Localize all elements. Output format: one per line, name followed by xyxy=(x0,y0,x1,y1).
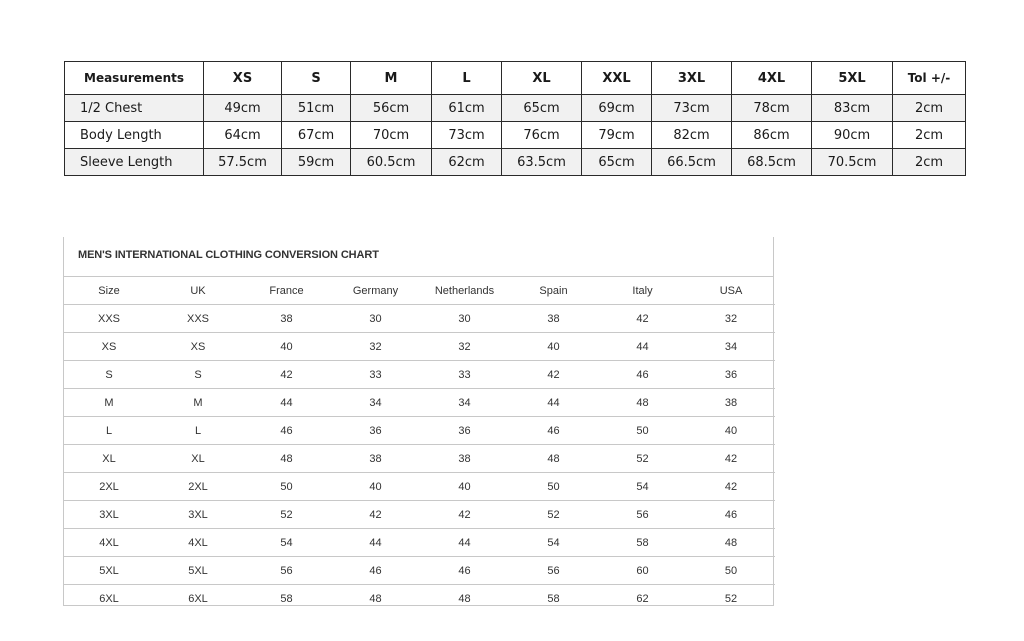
table-cell: 6XL xyxy=(99,592,119,605)
table-cell: 70cm xyxy=(351,122,432,149)
table-cell: S xyxy=(154,361,242,389)
table-cell: 79cm xyxy=(582,122,652,149)
table-cell: 50 xyxy=(242,473,331,501)
table-cell: 60 xyxy=(598,557,687,585)
table-row xyxy=(64,305,775,333)
conversion-chart-title: MEN'S INTERNATIONAL CLOTHING CONVERSION CHART xyxy=(64,237,773,277)
table-cell: 56cm xyxy=(351,95,432,122)
table-cell: 2XL xyxy=(64,473,154,501)
table-cell: 52 xyxy=(242,501,331,529)
table-cell: 76cm xyxy=(502,122,582,149)
header-cell-measurements: Measurements xyxy=(65,62,204,95)
table-cell: 40 xyxy=(420,473,509,501)
table-cell: 48 xyxy=(369,592,382,605)
header-cell-italy: Italy xyxy=(598,277,687,305)
table-cell: 51cm xyxy=(282,95,351,122)
table-cell: 73cm xyxy=(652,95,732,122)
table-cell: 54 xyxy=(509,529,598,557)
measurements-body xyxy=(65,95,966,176)
table-cell: 90cm xyxy=(812,122,893,149)
table-cell: 52 xyxy=(598,445,687,473)
header-cell-size: 4XL xyxy=(732,62,812,95)
table-cell: 62 xyxy=(636,592,649,605)
header-cell-tolerance: Tol +/- xyxy=(893,62,966,95)
table-cell: 40 xyxy=(687,417,775,445)
table-cell: 2XL xyxy=(154,473,242,501)
table-cell: 69cm xyxy=(582,95,652,122)
table-cell: 32 xyxy=(687,305,775,333)
header-cell-size: 3XL xyxy=(652,62,732,95)
header-cell-france: France xyxy=(242,277,331,305)
table-cell: 50 xyxy=(509,473,598,501)
table-cell: XS xyxy=(64,333,154,361)
header-cell-usa: USA xyxy=(687,277,775,305)
table-cell: 83cm xyxy=(812,95,893,122)
header-cell-size: XL xyxy=(502,62,582,95)
table-cell: 54 xyxy=(598,473,687,501)
header-cell-size: Size xyxy=(64,277,154,305)
table-cell: L xyxy=(64,417,154,445)
table-row xyxy=(65,149,966,176)
table-cell: 34 xyxy=(331,389,420,417)
table-cell: 42 xyxy=(598,305,687,333)
conversion-body xyxy=(64,305,775,613)
measurements-header xyxy=(65,62,966,95)
table-cell: 44 xyxy=(420,529,509,557)
conversion-chart xyxy=(63,237,774,606)
table-cell: 42 xyxy=(687,473,775,501)
header-cell-size: 5XL xyxy=(812,62,893,95)
table-cell: 36 xyxy=(331,417,420,445)
table-cell: 82cm xyxy=(652,122,732,149)
table-cell: M xyxy=(154,389,242,417)
table-cell: 48 xyxy=(598,389,687,417)
header-cell-uk: UK xyxy=(154,277,242,305)
table-cell: 38 xyxy=(509,305,598,333)
table-row xyxy=(64,445,775,473)
table-row xyxy=(65,95,966,122)
table-cell: 58 xyxy=(280,592,293,605)
table-cell: 86cm xyxy=(732,122,812,149)
table-cell: 42 xyxy=(331,501,420,529)
table-cell: 50 xyxy=(598,417,687,445)
table-cell: 30 xyxy=(420,305,509,333)
table-cell: 46 xyxy=(242,417,331,445)
header-cell-spain: Spain xyxy=(509,277,598,305)
table-cell: 73cm xyxy=(432,122,502,149)
table-cell: 42 xyxy=(509,361,598,389)
table-cell: 49cm xyxy=(204,95,282,122)
table-cell: 5XL xyxy=(64,557,154,585)
table-cell: 5XL xyxy=(154,557,242,585)
table-cell: 65cm xyxy=(582,149,652,176)
table-cell: 59cm xyxy=(282,149,351,176)
table-cell: 48 xyxy=(509,445,598,473)
table-row xyxy=(64,557,775,585)
table-cell: XXS xyxy=(154,305,242,333)
table-cell: 42 xyxy=(687,445,775,473)
table-cell: 52 xyxy=(724,592,738,605)
table-row xyxy=(64,585,775,613)
table-cell: 38 xyxy=(420,445,509,473)
header-cell-netherlands: Netherlands xyxy=(420,277,509,305)
table-cell: 56 xyxy=(509,557,598,585)
table-cell: 58 xyxy=(598,529,687,557)
table-cell: 46 xyxy=(331,557,420,585)
table-cell: 2cm xyxy=(893,122,966,149)
table-cell: 46 xyxy=(420,557,509,585)
table-cell: 48 xyxy=(687,529,775,557)
table-cell: 60.5cm xyxy=(351,149,432,176)
table-cell: 32 xyxy=(420,333,509,361)
conversion-table xyxy=(64,277,775,612)
table-cell: 57.5cm xyxy=(204,149,282,176)
table-row xyxy=(64,417,775,445)
table-cell: 2cm xyxy=(893,149,966,176)
measurements-header-row xyxy=(65,62,966,95)
header-cell-size: L xyxy=(432,62,502,95)
table-cell: 44 xyxy=(509,389,598,417)
table-cell: 48 xyxy=(242,445,331,473)
table-cell: 56 xyxy=(242,557,331,585)
table-cell: 34 xyxy=(420,389,509,417)
table-cell: 46 xyxy=(687,501,775,529)
table-cell: 40 xyxy=(509,333,598,361)
table-cell: 52 xyxy=(509,501,598,529)
table-row xyxy=(64,473,775,501)
table-cell: 70.5cm xyxy=(812,149,893,176)
table-cell: 33 xyxy=(420,361,509,389)
table-cell: 64cm xyxy=(204,122,282,149)
table-cell: 44 xyxy=(598,333,687,361)
header-cell-size: XS xyxy=(204,62,282,95)
table-cell: 36 xyxy=(420,417,509,445)
header-cell-size: S xyxy=(282,62,351,95)
table-cell: M xyxy=(64,389,154,417)
table-cell: 34 xyxy=(687,333,775,361)
table-cell: 6XL xyxy=(188,592,208,605)
table-cell: 63.5cm xyxy=(502,149,582,176)
table-cell: 68.5cm xyxy=(732,149,812,176)
table-cell: L xyxy=(154,417,242,445)
header-cell-germany: Germany xyxy=(331,277,420,305)
table-cell: 30 xyxy=(331,305,420,333)
table-cell: 46 xyxy=(598,361,687,389)
table-row xyxy=(64,333,775,361)
table-cell: 3XL xyxy=(154,501,242,529)
table-cell: 2cm xyxy=(893,95,966,122)
table-cell: 36 xyxy=(687,361,775,389)
table-cell: 38 xyxy=(687,389,775,417)
table-cell: 66.5cm xyxy=(652,149,732,176)
table-cell: 42 xyxy=(242,361,331,389)
table-cell: 40 xyxy=(242,333,331,361)
table-cell: XL xyxy=(64,445,154,473)
table-cell: 44 xyxy=(331,529,420,557)
table-cell: S xyxy=(64,361,154,389)
table-cell: 4XL xyxy=(64,529,154,557)
table-cell: 48 xyxy=(458,592,471,605)
table-row xyxy=(64,529,775,557)
table-cell: 38 xyxy=(331,445,420,473)
table-row xyxy=(65,122,966,149)
table-cell: 61cm xyxy=(432,95,502,122)
table-row xyxy=(64,361,775,389)
table-cell: 3XL xyxy=(64,501,154,529)
table-cell: 38 xyxy=(242,305,331,333)
table-cell: 40 xyxy=(331,473,420,501)
table-cell: 67cm xyxy=(282,122,351,149)
table-cell: XXS xyxy=(64,305,154,333)
table-cell: 50 xyxy=(687,557,775,585)
table-cell: 65cm xyxy=(502,95,582,122)
table-row xyxy=(64,501,775,529)
row-label: Sleeve Length xyxy=(65,149,204,176)
table-cell: 78cm xyxy=(732,95,812,122)
table-cell: 33 xyxy=(331,361,420,389)
table-cell: XL xyxy=(154,445,242,473)
row-label: Body Length xyxy=(65,122,204,149)
table-cell: 62cm xyxy=(432,149,502,176)
header-cell-size: M xyxy=(351,62,432,95)
table-row xyxy=(64,389,775,417)
table-cell: 56 xyxy=(598,501,687,529)
table-cell: XS xyxy=(154,333,242,361)
table-cell: 54 xyxy=(242,529,331,557)
conversion-header xyxy=(64,277,775,305)
conversion-header-row xyxy=(64,277,775,305)
table-cell: 42 xyxy=(420,501,509,529)
table-cell: 32 xyxy=(331,333,420,361)
table-cell: 58 xyxy=(547,592,560,605)
measurements-table xyxy=(64,61,966,176)
table-cell: 46 xyxy=(509,417,598,445)
table-cell: 4XL xyxy=(154,529,242,557)
header-cell-size: XXL xyxy=(582,62,652,95)
table-cell: 44 xyxy=(242,389,331,417)
row-label: 1/2 Chest xyxy=(65,95,204,122)
